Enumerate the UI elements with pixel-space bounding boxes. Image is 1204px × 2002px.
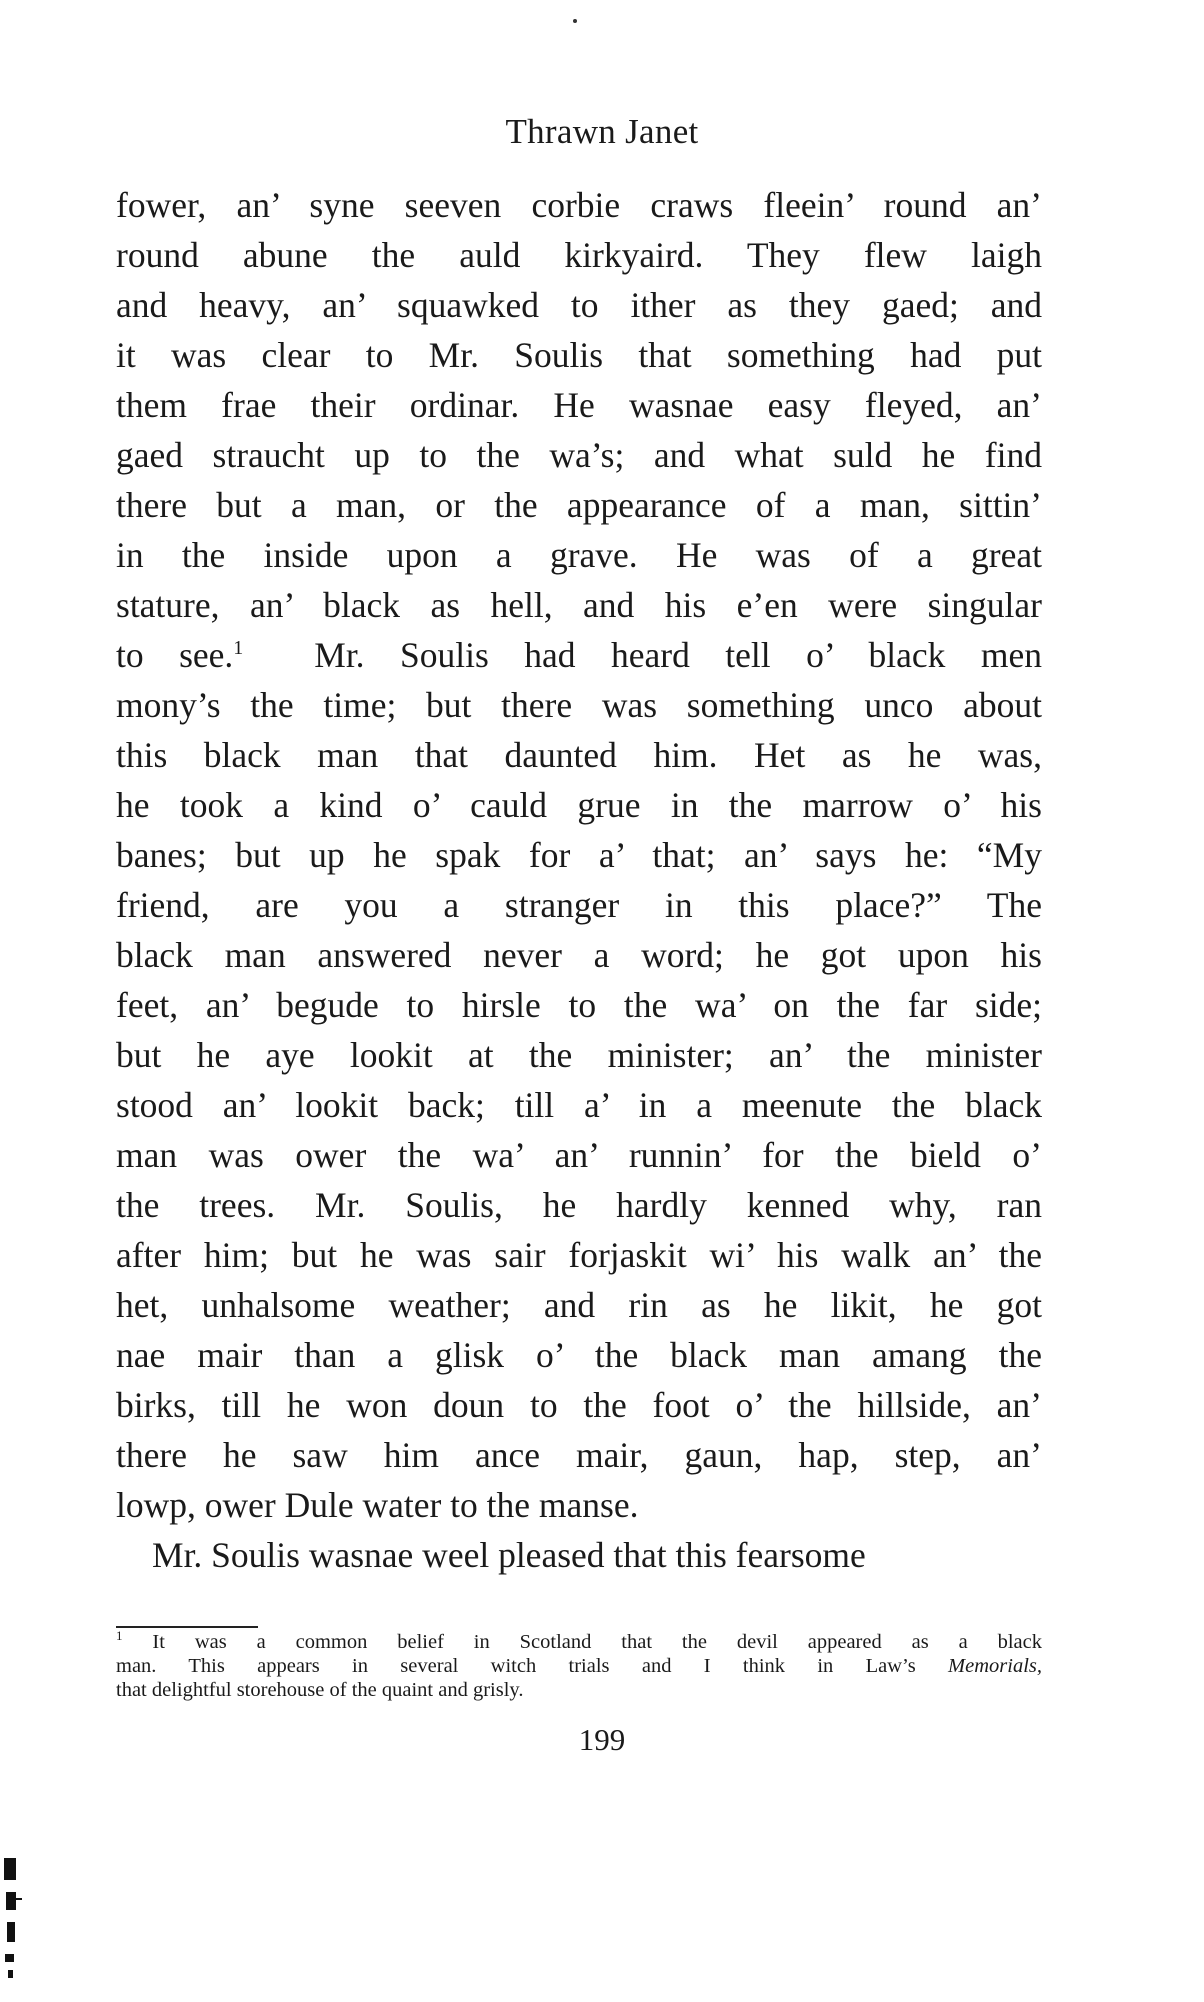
text-line: feet, an’ begude to hirsle to the wa’ on the far side; <box>116 985 1042 1025</box>
print-speck <box>573 19 577 23</box>
footnote-line <box>116 1654 1042 1678</box>
text-line: in the inside upon a grave. He was of a great <box>116 535 1042 575</box>
text-line: nae mair than a glisk o’ the black man amang the <box>116 1335 1042 1375</box>
text-line: this black man that daunted him. Het as he was, <box>116 735 1042 775</box>
footnote-text: It was a common belief in Scotland that the devil appeared as a black <box>152 1631 1042 1653</box>
footnote-line <box>116 1630 1042 1654</box>
text-line: mony’s the time; but there was something unco about <box>116 685 1042 725</box>
text-fragment: Mr. Soulis had heard tell o’ black men <box>314 635 1043 675</box>
text-line: gaed straucht up to the wa’s; and what suld he find <box>116 435 1042 475</box>
footnote-rule <box>116 1626 258 1628</box>
text-line: stood an’ lookit back; till a’ in a meenute the black <box>116 1085 1042 1125</box>
text-line: stature, an’ black as hell, and his e’en were singular <box>116 585 1042 625</box>
text-line: there he saw him ance mair, gaun, hap, step, an’ <box>116 1435 1042 1475</box>
text-line: he took a kind o’ cauld grue in the marrow o’ his <box>116 785 1042 825</box>
text-line: it was clear to Mr. Soulis that something had put <box>116 335 1042 375</box>
text-line: there but a man, or the appearance of a man, sittin’ <box>116 485 1042 525</box>
footnote-line: that delightful storehouse of the quaint and grisly. <box>116 1679 524 1701</box>
footnote-text: man. This appears in several witch trials and I think in Law’s <box>116 1655 949 1677</box>
text-line: fower, an’ syne seeven corbie craws fleein’ round an’ <box>116 185 1042 225</box>
binding-edge-marks <box>0 1858 22 2002</box>
footnote-number: 1 <box>116 1628 123 1644</box>
text-line: banes; but up he spak for a’ that; an’ says he: “My <box>116 835 1042 875</box>
text-line: round abune the auld kirkyaird. They flew laigh <box>116 235 1042 275</box>
page-number: 199 <box>578 1722 626 1757</box>
running-head: Thrawn Janet <box>505 112 699 151</box>
text-line: het, unhalsome weather; and rin as he likit, he got <box>116 1285 1042 1325</box>
paragraph-start-line: Mr. Soulis wasnae weel pleased that this fearsome <box>152 1535 866 1575</box>
text-line: birks, till he won doun to the foot o’ the hillside, an’ <box>116 1385 1042 1425</box>
text-line: black man answered never a word; he got upon his <box>116 935 1042 975</box>
text-fragment: to see. <box>116 635 234 675</box>
text-line: friend, are you a stranger in this place?” The <box>116 885 1042 925</box>
text-line: after him; but he was sair forjaskit wi’ his walk an’ the <box>116 1235 1042 1275</box>
footnote-marker: 1 <box>233 637 244 660</box>
text-line-with-footnote <box>116 630 1042 680</box>
text-line: and heavy, an’ squawked to ither as they gaed; and <box>116 285 1042 325</box>
text-line: the trees. Mr. Soulis, he hardly kenned why, ran <box>116 1185 1042 1225</box>
footnote <box>116 1630 1042 1702</box>
text-line: lowp, ower Dule water to the manse. <box>116 1485 639 1525</box>
text-line: them frae their ordinar. He wasnae easy fleyed, an’ <box>116 385 1042 425</box>
text-line: man was ower the wa’ an’ runnin’ for the bield o’ <box>116 1135 1042 1175</box>
footnote-italic-title: Memorials, <box>948 1655 1042 1677</box>
text-line: but he aye lookit at the minister; an’ the minister <box>116 1035 1042 1075</box>
body-text <box>116 180 1042 1580</box>
